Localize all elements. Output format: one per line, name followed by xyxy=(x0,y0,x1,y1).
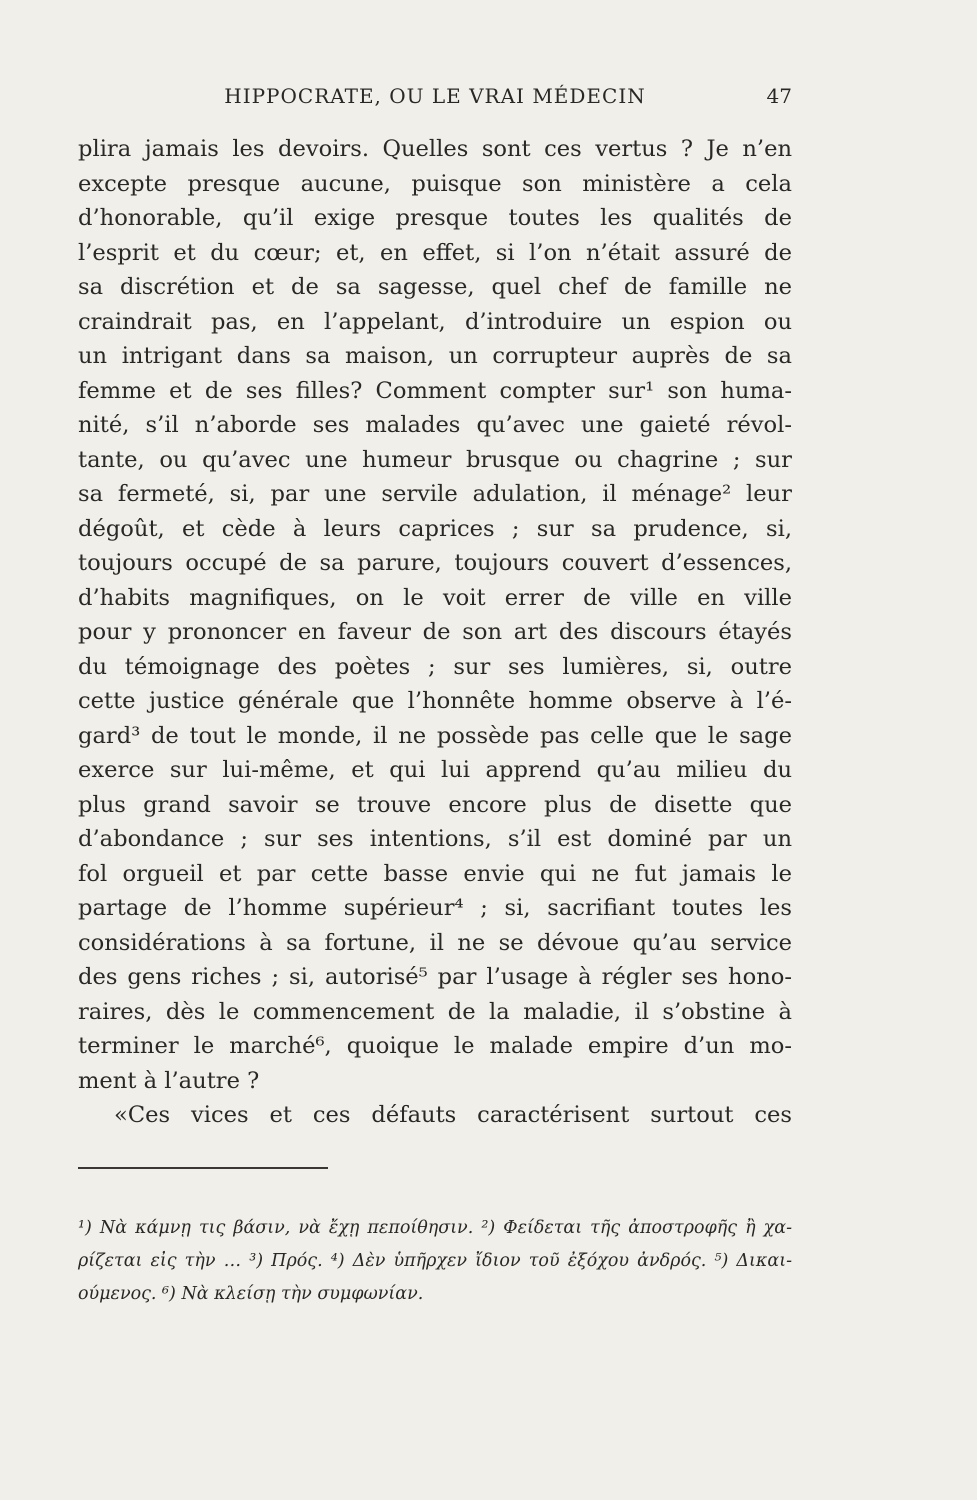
text-line: toujours occupé de sa parure, toujours couvert d’essences, xyxy=(78,550,792,576)
footnote-line: ρίζεται εἰς τὴν … ³) Πρός. ⁴) Δὲν ὑπῆρχεν ἴδιον τοῦ ἐξόχου ἀνδρός. ⁵) Δικαι- xyxy=(78,1251,792,1271)
page-number: 47 xyxy=(766,84,792,108)
text-line: excepte presque aucune, puisque son ministère a cela xyxy=(78,170,792,197)
paragraph-start-line: «Ces vices et ces défauts caractérisent surtout ces xyxy=(114,1102,792,1128)
text-line: sa discrétion et de sa sagesse, quel chef de famille ne xyxy=(78,274,792,300)
text-line: partage de l’homme supérieur⁴ ; si, sacrifiant toutes les xyxy=(78,895,792,921)
footnote-divider xyxy=(78,1167,328,1169)
text-line: ment à l’autre ? xyxy=(78,1067,260,1094)
text-line: d’honorable, qu’il exige presque toutes les qualités de xyxy=(78,205,792,231)
text-line: d’abondance ; sur ses intentions, s’il est dominé par un xyxy=(78,826,792,852)
text-line: des gens riches ; si, autorisé⁵ par l’usage à régler ses hono- xyxy=(78,964,792,990)
footnote-line: ¹) Νὰ κάμνῃ τις βάσιν, νὰ ἔχῃ πεποίθησιν. ²) Φείδεται τῆς ἀποστροφῆς ἢ χα- xyxy=(78,1218,792,1238)
text-line: d’habits magnifiques, on le voit errer de ville en ville xyxy=(78,584,792,611)
text-line: cette justice générale que l’honnête homme observe à l’é- xyxy=(78,688,792,714)
text-line: exerce sur lui-même, et qui lui apprend qu’au milieu du xyxy=(78,757,792,783)
text-line: tante, ou qu’avec une humeur brusque ou chagrine ; sur xyxy=(78,446,792,473)
text-line: plira jamais les devoirs. Quelles sont ces vertus ? Je n’en xyxy=(78,136,792,162)
footnote-line: ούμενος. ⁶) Νὰ κλείσῃ τὴν συμφωνίαν. xyxy=(78,1284,424,1304)
text-line: gard³ de tout le monde, il ne possède pas celle que le sage xyxy=(78,722,792,749)
text-line: sa fermeté, si, par une servile adulation, il ménage² leur xyxy=(78,481,792,507)
text-line: du témoignage des poètes ; sur ses lumières, si, outre xyxy=(78,653,792,680)
text-line: terminer le marché⁶, quoique le malade empire d’un mo- xyxy=(78,1033,792,1059)
text-line: femme et de ses filles? Comment compter sur¹ son huma- xyxy=(78,377,792,404)
text-line: dégoût, et cède à leurs caprices ; sur sa prudence, si, xyxy=(78,515,792,542)
text-line: considérations à sa fortune, il ne se dévoue qu’au service xyxy=(78,929,792,956)
text-line: l’esprit et du cœur; et, en effet, si l’on n’était assuré de xyxy=(78,239,792,266)
footnotes xyxy=(78,1212,792,1311)
body-text xyxy=(78,132,792,1133)
text-line: un intrigant dans sa maison, un corrupteur auprès de sa xyxy=(78,343,792,369)
text-line: plus grand savoir se trouve encore plus de disette que xyxy=(78,791,792,818)
text-line: fol orgueil et par cette basse envie qui ne fut jamais le xyxy=(78,860,792,887)
running-title: HIPPOCRATE, OU LE VRAI MÉDECIN xyxy=(224,84,646,108)
text-line: pour y prononcer en faveur de son art des discours étayés xyxy=(78,619,792,645)
text-line: craindrait pas, en l’appelant, d’introduire un espion ou xyxy=(78,308,792,335)
text-line: nité, s’il n’aborde ses malades qu’avec une gaieté révol- xyxy=(78,412,792,438)
running-head xyxy=(78,84,792,114)
text-line: raires, dès le commencement de la maladie, il s’obstine à xyxy=(78,998,792,1025)
